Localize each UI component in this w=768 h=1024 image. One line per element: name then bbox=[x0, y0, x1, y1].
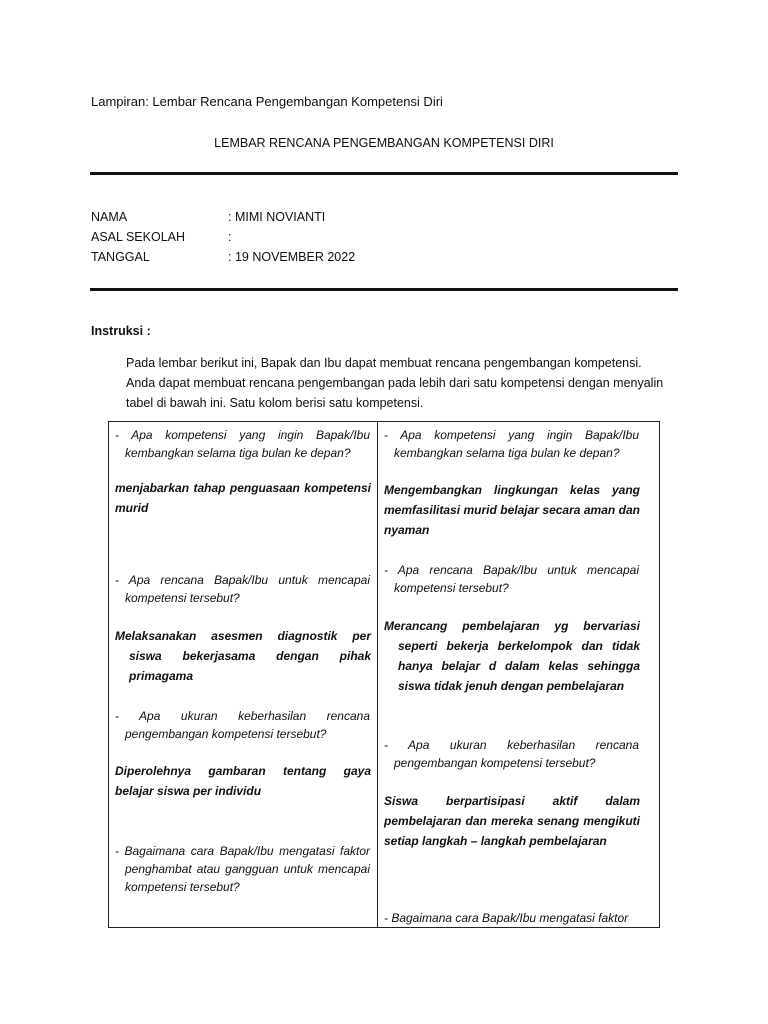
right-question-obstacles: - Bagaimana cara Bapak/Ibu mengatasi faktor bbox=[384, 911, 629, 925]
school-value: : bbox=[228, 230, 232, 244]
date-label: TANGGAL bbox=[91, 250, 150, 264]
table-column-divider bbox=[377, 422, 378, 928]
bottom-divider bbox=[90, 288, 678, 291]
left-question-plan: - Apa rencana Bapak/Ibu untuk mencapai kompetensi tersebut? bbox=[115, 573, 370, 605]
left-answer-competency: menjabarkan tahap penguasaan kompetensi murid bbox=[115, 481, 371, 515]
date-value: : 19 NOVEMBER 2022 bbox=[228, 250, 356, 264]
right-answer-competency: Mengembangkan lingkungan kelas yang memfasilitasi murid belajar secara aman dan nyaman bbox=[384, 483, 640, 537]
name-value: : MIMI NOVIANTI bbox=[228, 210, 326, 224]
table-column-left bbox=[115, 422, 370, 927]
left-question-competency: - Apa kompetensi yang ingin Bapak/Ibu kembangkan selama tiga bulan ke depan? bbox=[115, 428, 370, 460]
left-answer-success-measure: Diperolehnya gambaran tentang gaya belajar siswa per individu bbox=[115, 764, 371, 798]
instructions-heading: Instruksi : bbox=[91, 324, 151, 338]
attachment-caption: Lampiran: Lembar Rencana Pengembangan Kompetensi Diri bbox=[91, 94, 443, 109]
table-column-right bbox=[384, 422, 639, 927]
left-question-success-measure: - Apa ukuran keberhasilan rencana pengembangan kompetensi tersebut? bbox=[115, 709, 370, 741]
right-question-competency: - Apa kompetensi yang ingin Bapak/Ibu kembangkan selama tiga bulan ke depan? bbox=[384, 428, 639, 460]
document-title: LEMBAR RENCANA PENGEMBANGAN KOMPETENSI DIRI bbox=[214, 136, 554, 150]
right-answer-plan: Merancang pembelajaran yg bervariasi seperti bekerja berkelompok dan tidak hanya belajar d dalam kelas sehingga siswa tidak jenuh dengan pembelajaran bbox=[384, 619, 640, 693]
right-question-success-measure: - Apa ukuran keberhasilan rencana pengembangan kompetensi tersebut? bbox=[384, 738, 639, 770]
right-question-plan: - Apa rencana Bapak/Ibu untuk mencapai kompetensi tersebut? bbox=[384, 563, 639, 595]
school-label: ASAL SEKOLAH bbox=[91, 230, 186, 244]
left-answer-plan: Melaksanakan asesmen diagnostik per siswa bekerjasama dengan pihak primagama bbox=[115, 629, 371, 683]
name-label: NAMA bbox=[91, 210, 128, 224]
right-answer-success-measure: Siswa berpartisipasi aktif dalam pembelajaran dan mereka senang mengikuti setiap langkah – langkah pembelajaran bbox=[384, 794, 640, 848]
instructions-text: Pada lembar berikut ini, Bapak dan Ibu dapat membuat rencana pengembangan kompetensi. Anda dapat membuat rencana pengembangan pada lebih dari satu kompetensi dengan menyalin tabel di bawah ini. Satu kolom berisi satu kompetensi. bbox=[126, 356, 664, 410]
competency-table bbox=[108, 421, 660, 928]
left-question-obstacles: - Bagaimana cara Bapak/Ibu mengatasi faktor penghambat atau gangguan untuk mencapai kompetensi tersebut? bbox=[115, 844, 370, 894]
top-divider bbox=[90, 172, 678, 175]
